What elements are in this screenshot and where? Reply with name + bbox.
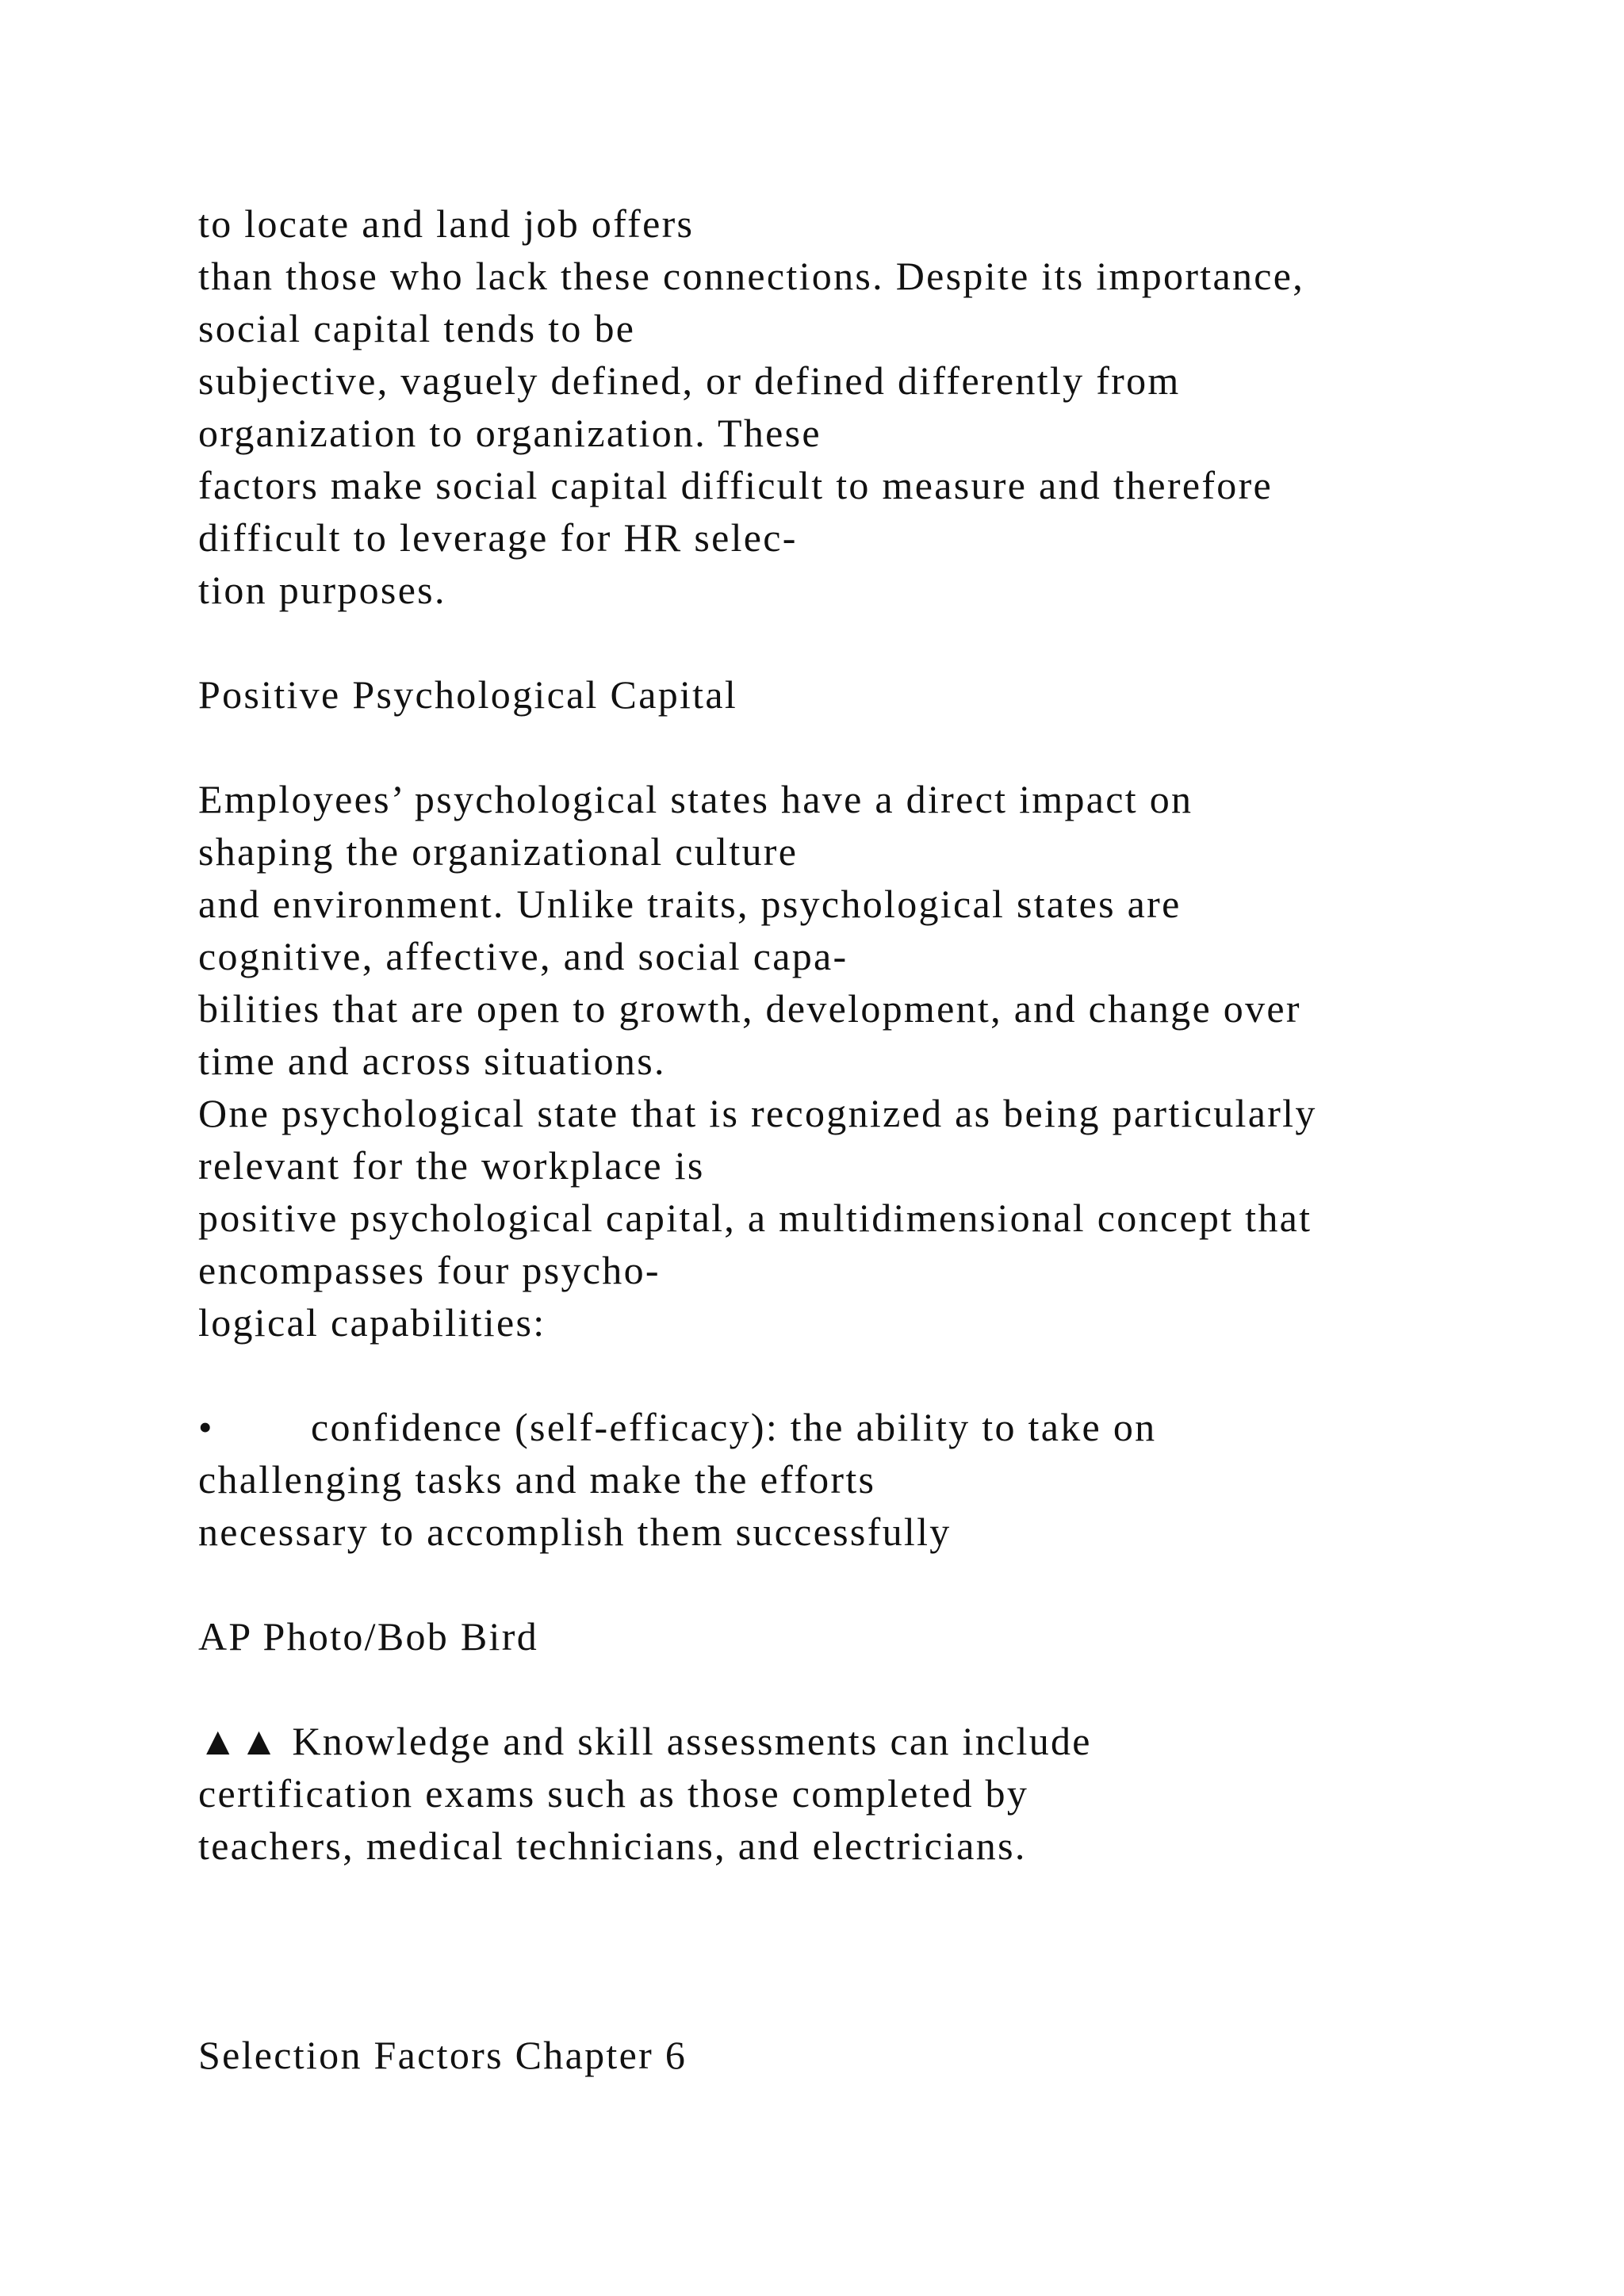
blank-line — [198, 1924, 1546, 1976]
text-line: social capital tends to be — [198, 306, 636, 350]
text-line: relevant for the workplace is — [198, 1143, 705, 1188]
photo-credit: AP Photo/Bob Bird — [198, 1614, 538, 1659]
paragraph-social-capital — [198, 197, 1546, 616]
bullet-first-line — [198, 1401, 1546, 1453]
text-line: than those who lack these connections. Despite its importance, — [198, 254, 1305, 298]
text-line: and environment. Unlike traits, psychological states are — [198, 882, 1182, 926]
bullet-item-confidence — [198, 1401, 1546, 1558]
text-line: positive psychological capital, a multidimensional concept that — [198, 1196, 1312, 1240]
text-line: challenging tasks and make the efforts — [198, 1457, 876, 1502]
text-line: organization to organization. These — [198, 411, 822, 455]
text-line: logical capabilities: — [198, 1300, 546, 1345]
blank-line — [198, 1872, 1546, 1924]
paragraph-psychological-states — [198, 773, 1546, 1349]
caption-line: ▲▲ Knowledge and skill assessments can include — [198, 1719, 1092, 1763]
text-line: cognitive, affective, and social capa- — [198, 934, 848, 978]
blank-line — [198, 1663, 1546, 1715]
text-line: difficult to leverage for HR selec- — [198, 515, 798, 560]
photo-caption — [198, 1715, 1546, 1872]
blank-line — [198, 721, 1546, 773]
running-footer: Selection Factors Chapter 6 — [198, 2033, 688, 2077]
text-line: time and across situations. — [198, 1039, 666, 1083]
blank-line — [198, 1558, 1546, 1610]
text-line: Employees’ psychological states have a direct impact on — [198, 777, 1193, 821]
bullet-text: confidence (self-efficacy): the ability to take on — [311, 1405, 1157, 1449]
caption-line: certification exams such as those completed by — [198, 1771, 1029, 1816]
bullet-icon: • — [198, 1405, 214, 1449]
text-line: One psychological state that is recognized as being particularly — [198, 1091, 1317, 1135]
text-line: to locate and land job offers — [198, 201, 695, 246]
blank-line — [198, 1976, 1546, 2029]
text-line: factors make social capital difficult to measure and therefore — [198, 463, 1274, 507]
text-line: bilities that are open to growth, development, and change over — [198, 986, 1301, 1031]
text-line: shaping the organizational culture — [198, 829, 799, 874]
text-line: subjective, vaguely defined, or defined differently from — [198, 358, 1181, 403]
document-body — [198, 197, 1546, 2081]
section-heading: Positive Psychological Capital — [198, 672, 738, 717]
text-line: tion purposes. — [198, 568, 446, 612]
blank-line — [198, 616, 1546, 668]
text-line: encompasses four psycho- — [198, 1248, 661, 1292]
text-line: necessary to accomplish them successfully — [198, 1510, 952, 1554]
caption-line: teachers, medical technicians, and electricians. — [198, 1823, 1027, 1868]
blank-line — [198, 1349, 1546, 1401]
